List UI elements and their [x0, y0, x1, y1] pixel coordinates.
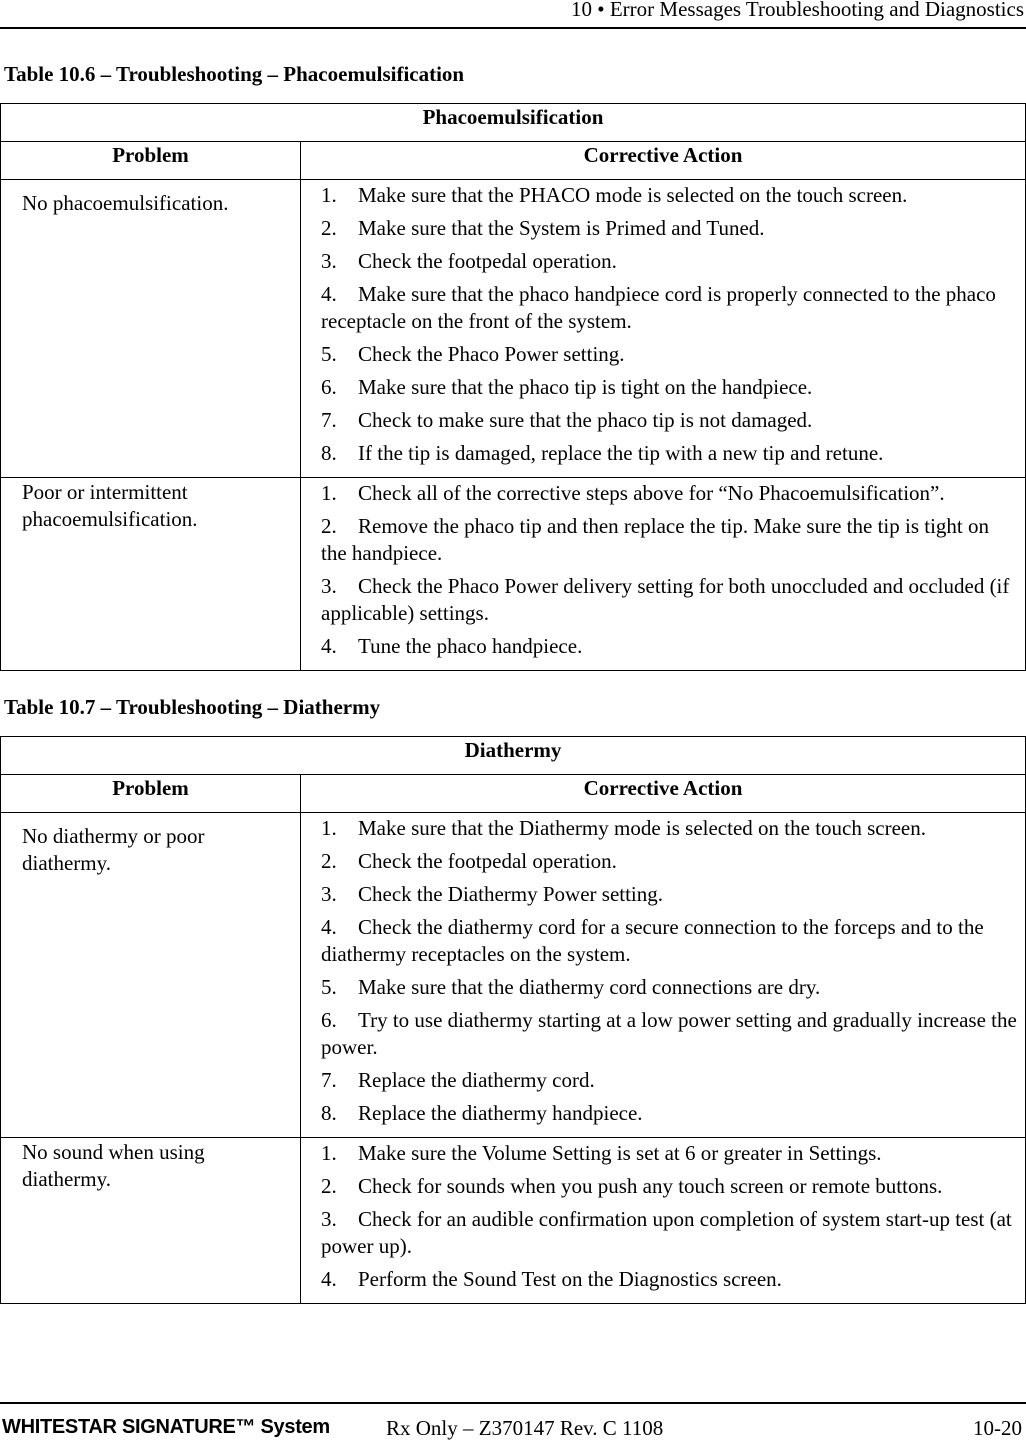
action-step: 2. Make sure that the System is Primed and Tuned.: [321, 216, 765, 240]
action-step: 7. Replace the diathermy cord.: [321, 1068, 595, 1092]
problem-cell: No diathermy or poor diathermy.: [1, 813, 301, 1138]
problem-cell: Poor or intermittent phacoemulsification.: [1, 478, 301, 671]
action-step: 4. Tune the phaco handpiece.: [321, 634, 583, 658]
footer-page-number: 10-20: [973, 1416, 1022, 1440]
action-step: 2. Remove the phaco tip and then replace the tip. Make sure the tip is tight on the handpiece.: [321, 514, 989, 565]
action-step: 8. Replace the diathermy handpiece.: [321, 1101, 643, 1125]
problem-cell: No phacoemulsification.: [1, 180, 301, 478]
action-step: 2. Check the footpedal operation.: [321, 849, 617, 873]
action-step: 2. Check for sounds when you push any touch screen or remote buttons.: [321, 1174, 943, 1198]
action-step: 4. Check the diathermy cord for a secure connection to the forceps and to the diathermy receptacles on the system.: [321, 915, 984, 966]
action-step: 5. Make sure that the diathermy cord connections are dry.: [321, 975, 821, 999]
action-step: 3. Check the footpedal operation.: [321, 249, 617, 273]
corrective-action-cell: [301, 1138, 1026, 1304]
page-header: [0, 0, 1026, 29]
header-title: 10 • Error Messages Troubleshooting and Diagnostics: [571, 0, 1024, 21]
table-row: [1, 813, 1026, 1138]
table-row: [1, 180, 1026, 478]
column-header-corrective-action: Corrective Action: [301, 775, 1026, 813]
action-step: 7. Check to make sure that the phaco tip is not damaged.: [321, 408, 813, 432]
table-caption-diathermy: Table 10.7 – Troubleshooting – Diathermy: [4, 695, 381, 719]
action-step: 3. Check the Phaco Power delivery setting for both unoccluded and occluded (if applicable) settings.: [321, 574, 1010, 625]
table-phacoemulsification: [0, 103, 1026, 671]
action-steps: [321, 480, 1017, 660]
action-step: 1. Make sure the Volume Setting is set at 6 or greater in Settings.: [321, 1141, 882, 1165]
action-steps: [321, 182, 1017, 467]
action-step: 1. Check all of the corrective steps above for “No Phacoemulsification”.: [321, 481, 945, 505]
table-row: [1, 1138, 1026, 1304]
action-step: 3. Check the Diathermy Power setting.: [321, 882, 664, 906]
table-caption-phaco: Table 10.6 – Troubleshooting – Phacoemulsification: [4, 62, 465, 86]
action-step: 1. Make sure that the PHACO mode is selected on the touch screen.: [321, 183, 908, 207]
column-header-corrective-action: Corrective Action: [301, 142, 1026, 180]
footer-product-name: WHITESTAR SIGNATURE™ System: [2, 1416, 330, 1438]
problem-cell: No sound when using diathermy.: [1, 1138, 301, 1304]
action-step: 6. Try to use diathermy starting at a low power setting and gradually increase the power.: [321, 1008, 1017, 1059]
action-step: 3. Check for an audible confirmation upon completion of system start-up test (at power up).: [321, 1207, 1012, 1258]
footer-document-info: Rx Only – Z370147 Rev. C 1108: [386, 1416, 664, 1440]
page-footer: [0, 1402, 1026, 1444]
corrective-action-cell: [301, 478, 1026, 671]
corrective-action-cell: [301, 180, 1026, 478]
action-step: 5. Check the Phaco Power setting.: [321, 342, 625, 366]
action-step: 8. If the tip is damaged, replace the tip with a new tip and retune.: [321, 441, 884, 465]
action-steps: [321, 1140, 1017, 1293]
table-diathermy: [0, 736, 1026, 1304]
action-steps: [321, 815, 1017, 1127]
section-title: Phacoemulsification: [1, 104, 1026, 142]
section-title: Diathermy: [1, 737, 1026, 775]
column-header-problem: Problem: [1, 142, 301, 180]
action-step: 6. Make sure that the phaco tip is tight on the handpiece.: [321, 375, 813, 399]
action-step: 4. Perform the Sound Test on the Diagnostics screen.: [321, 1267, 782, 1291]
action-step: 4. Make sure that the phaco handpiece cord is properly connected to the phaco receptacle on the front of the system.: [321, 282, 996, 333]
action-step: 1. Make sure that the Diathermy mode is selected on the touch screen.: [321, 816, 926, 840]
corrective-action-cell: [301, 813, 1026, 1138]
table-row: [1, 478, 1026, 671]
column-header-problem: Problem: [1, 775, 301, 813]
